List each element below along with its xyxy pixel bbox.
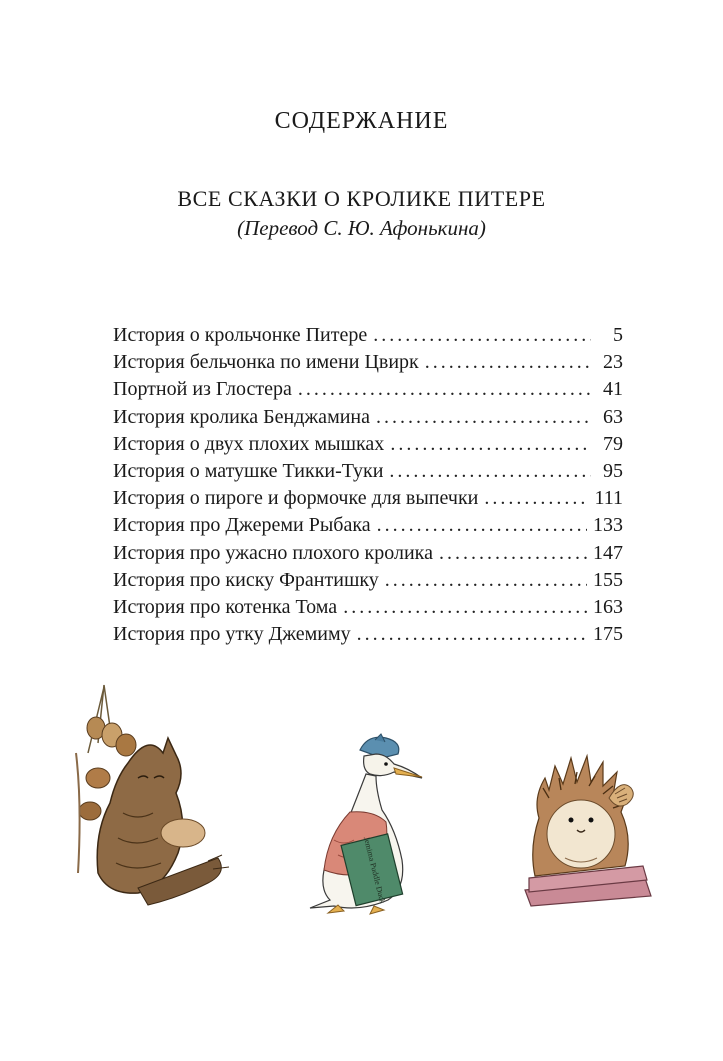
toc-entry-title: История про ужасно плохого кролика (113, 541, 433, 564)
toc-leader-dots (390, 431, 591, 458)
toc-entry-title: История бельчонка по имени Цвирк (113, 351, 419, 374)
toc-entry-title: История о крольчонке Питере (113, 324, 368, 346)
toc-entry[interactable] (113, 349, 623, 376)
toc-entry[interactable] (113, 322, 623, 349)
toc-leader-dots (298, 376, 591, 403)
toc-leader-dots (376, 404, 591, 431)
toc-entry[interactable] (113, 621, 623, 648)
toc-entry-page: 95 (603, 459, 623, 482)
cat-illustration-icon (68, 683, 238, 923)
toc-leader-dots (373, 322, 591, 349)
section-title: ВСЕ СКАЗКИ О КРОЛИКЕ ПИТЕРЕ (177, 186, 546, 211)
toc-entry-page: 155 (593, 568, 623, 591)
table-of-contents (113, 322, 623, 648)
hedgehog-illustration-icon (505, 738, 665, 908)
toc-entry-title: История про котенка Тома (113, 595, 338, 618)
toc-entry-page: 5 (613, 324, 623, 346)
toc-entry-title: История о пироге и формочке для выпечки (113, 487, 479, 510)
toc-entry-page: 63 (603, 405, 623, 428)
toc-entry[interactable] (113, 485, 623, 512)
toc-entry-page: 41 (603, 378, 623, 401)
toc-entry-page: 147 (593, 541, 623, 564)
toc-leader-dots (385, 567, 587, 594)
toc-entry[interactable] (113, 594, 623, 621)
toc-entry-page: 111 (594, 487, 623, 510)
toc-leader-dots (343, 594, 587, 621)
toc-entry[interactable] (113, 404, 623, 431)
toc-leader-dots (425, 349, 591, 376)
toc-leader-dots (484, 485, 588, 512)
toc-entry-title: История про киску Франтишку (113, 568, 379, 591)
duck-illustration-icon (290, 730, 440, 915)
toc-entry[interactable] (113, 376, 623, 403)
toc-entry[interactable] (113, 431, 623, 458)
toc-entry-page: 79 (603, 432, 623, 455)
toc-entry-title: История кролика Бенджамина (113, 405, 371, 428)
toc-entry[interactable] (113, 540, 623, 567)
toc-entry-page: 133 (593, 514, 623, 537)
toc-entry-title: История о двух плохих мышках (113, 432, 385, 455)
toc-entry-title: История о матушке Тикки-Туки (113, 459, 384, 482)
toc-leader-dots (357, 621, 587, 648)
toc-entry[interactable] (113, 458, 623, 485)
toc-leader-dots (389, 458, 591, 485)
toc-entry-page: 23 (603, 351, 623, 374)
book-cover-text: Jemima Puddle Duck (361, 835, 388, 905)
translator-credit: (Перевод С. Ю. Афонькина) (237, 216, 486, 240)
page-title: СОДЕРЖАНИЕ (274, 108, 449, 134)
toc-leader-dots (377, 512, 587, 539)
toc-entry-title: Портной из Глостера (113, 378, 292, 401)
toc-entry[interactable] (113, 512, 623, 539)
toc-entry-title: История про утку Джемиму (113, 623, 351, 646)
toc-entry-title: История про Джереми Рыбака (113, 514, 371, 537)
toc-entry-page: 175 (593, 623, 623, 646)
toc-leader-dots (439, 540, 587, 567)
toc-entry[interactable] (113, 567, 623, 594)
toc-entry-page: 163 (593, 595, 623, 618)
